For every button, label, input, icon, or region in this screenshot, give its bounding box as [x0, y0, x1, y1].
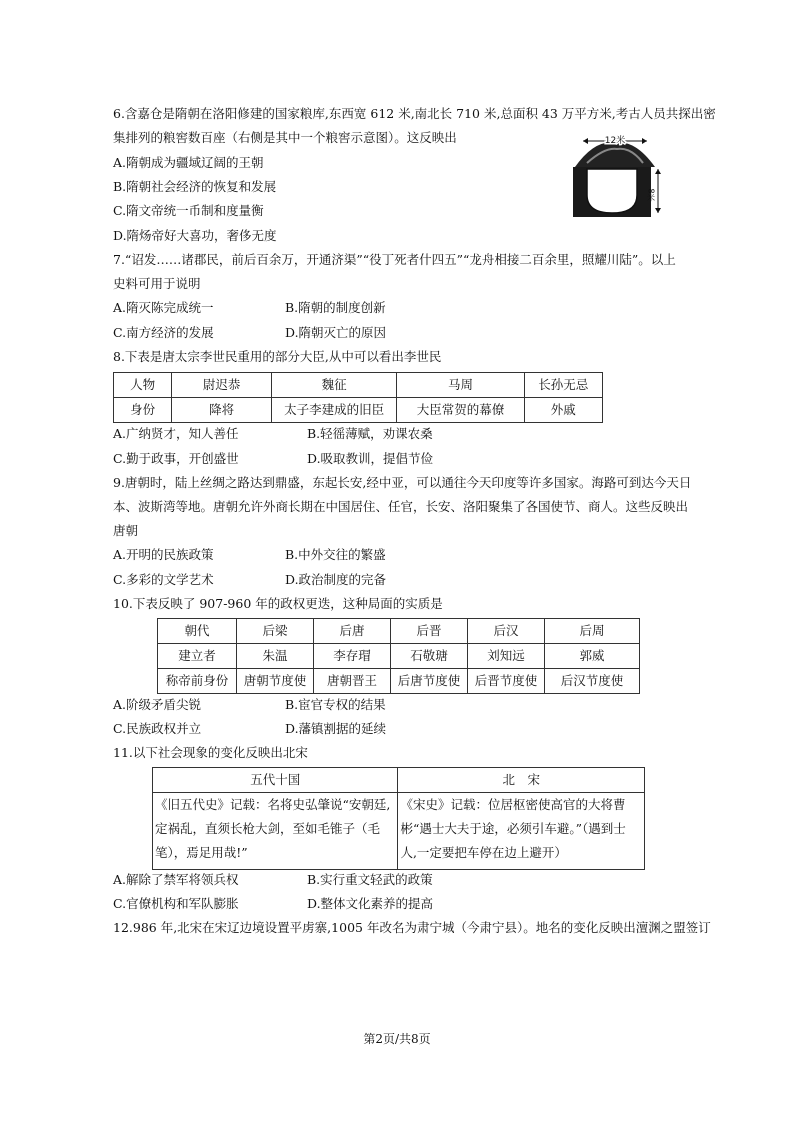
table-row	[153, 768, 645, 793]
q10-stem: 10.下表反映了 907-960 年的政权更迭，这种局面的实质是	[113, 596, 443, 611]
q11-option-c: C.官僚机构和军队膨胀	[113, 896, 239, 911]
q11-stem: 11.以下社会现象的变化反映出北宋	[113, 745, 308, 760]
table-header-cell: 五代十国	[153, 768, 398, 793]
q11-option-b: B.实行重文轻武的政策	[307, 872, 433, 887]
q6-option-c: C.隋文帝统一币制和度量衡	[113, 203, 264, 218]
table-cell: 后唐	[314, 619, 391, 644]
q10-option-c: C.民族政权并立	[113, 721, 202, 736]
table-row	[158, 669, 640, 694]
table-cell: 后汉节度使	[545, 669, 640, 694]
table-cell: 唐朝节度使	[237, 669, 314, 694]
table-cell: 人物	[114, 373, 172, 398]
table-cell: 尉迟恭	[172, 373, 272, 398]
q7-option-c: C.南方经济的发展	[113, 325, 214, 340]
q6-option-d: D.隋炀帝好大喜功，奢侈无度	[113, 228, 277, 243]
table-cell: 建立者	[158, 644, 237, 669]
q6-option-a: A.隋朝成为疆域辽阔的王朝	[113, 155, 264, 170]
table-cell: 李存瑁	[314, 644, 391, 669]
q11-table	[152, 767, 645, 870]
table-cell: 称帝前身份	[158, 669, 237, 694]
table-row	[158, 644, 640, 669]
q9-option-b: B.中外交往的繁盛	[285, 547, 386, 562]
table-cell: 《旧五代史》记载：名将史弘肇说“安朝廷,定祸乱，直须长枪大剑，至如毛锥子（毛笔），焉足用哉!”	[153, 793, 398, 870]
page-number: 第2页/共8页	[363, 1032, 431, 1046]
q7-option-d: D.隋朝灭亡的原因	[285, 325, 387, 340]
table-cell: 朝代	[158, 619, 237, 644]
table-cell: 后晋节度使	[468, 669, 545, 694]
table-cell: 朱温	[237, 644, 314, 669]
q11-option-a: A.解除了禁军将领兵权	[113, 872, 239, 887]
table-cell: 石敬瑭	[391, 644, 468, 669]
table-cell: 外戚	[524, 398, 602, 423]
q8-option-c: C.勤于政事，开创盛世	[113, 451, 239, 466]
table-cell: 后梁	[237, 619, 314, 644]
table-cell: 后唐节度使	[391, 669, 468, 694]
table-cell: 降将	[172, 398, 272, 423]
q10-option-b: B.宦官专权的结果	[285, 697, 386, 712]
q12-stem-line1: 12.986 年,北宋在宋辽边境设置平虏寨,1005 年改名为肃宁城（今肃宁县）。地名的变化反映出澶渊之盟签订	[113, 920, 711, 935]
table-cell: 《宋史》记载：位居枢密使高官的大将曹彬“遇士大夫于途，必须引车避。”（遇到士人,一定要把车停在边上避开）	[398, 793, 645, 870]
table-cell: 长孙无忌	[524, 373, 602, 398]
table-cell: 刘知远	[468, 644, 545, 669]
granary-depth-label: 8米	[646, 188, 656, 202]
granary-diagram	[565, 133, 665, 223]
q9-option-a: A.开明的民族政策	[113, 547, 214, 562]
table-row	[158, 619, 640, 644]
table-cell: 郭威	[545, 644, 640, 669]
q10-option-d: D.藩镇割据的延续	[285, 721, 387, 736]
table-cell: 后周	[545, 619, 640, 644]
q6-stem-line1: 6.含嘉仓是隋朝在洛阳修建的国家粮库,东西宽 612 米,南北长 710 米,总面积 43 万平方米,考古人员共探出密	[113, 106, 716, 121]
granary-width-label: 12米	[604, 136, 626, 146]
table-header-cell: 北 宋	[398, 768, 645, 793]
table-cell: 马周	[397, 373, 524, 398]
q8-option-d: D.吸取教训，提倡节俭	[307, 451, 434, 466]
q9-stem-line2: 本、波斯湾等地。唐朝允许外商长期在中国居住、任官，长安、洛阳聚集了各国使节、商人。这些反映出	[113, 499, 689, 514]
q10-option-a: A.阶级矛盾尖锐	[113, 697, 202, 712]
q9-option-d: D.政治制度的完备	[285, 572, 387, 587]
table-cell: 后汉	[468, 619, 545, 644]
table-cell: 身份	[114, 398, 172, 423]
table-row	[114, 373, 603, 398]
q8-option-b: B.轻徭薄赋，劝课农桑	[307, 426, 433, 441]
q9-stem-line1: 9.唐朝时，陆上丝绸之路达到鼎盛，东起长安,经中亚，可以通往今天印度等许多国家。海路可到达今天日	[113, 475, 692, 490]
q8-table	[113, 372, 603, 423]
table-row	[114, 398, 603, 423]
q7-option-b: B.隋朝的制度创新	[285, 300, 386, 315]
q9-stem-line3: 唐朝	[113, 523, 139, 538]
table-cell: 唐朝晋王	[314, 669, 391, 694]
q10-table	[157, 618, 640, 694]
table-cell: 后晋	[391, 619, 468, 644]
q6-stem-line2: 集排列的粮窖数百座（右侧是其中一个粮窖示意图）。这反映出	[113, 130, 457, 145]
q7-stem-line1: 7.“诏发……诸郡民，前后百余万，开通济渠”“役丁死者什四五”“龙舟相接二百余里，照耀川陆”。以上	[113, 252, 676, 267]
q7-stem-line2: 史料可用于说明	[113, 276, 201, 291]
table-cell: 太子李建成的旧臣	[271, 398, 396, 423]
q9-option-c: C.多彩的文学艺术	[113, 572, 214, 587]
q6-option-b: B.隋朝社会经济的恢复和发展	[113, 179, 277, 194]
q8-stem: 8.下表是唐太宗李世民重用的部分大臣,从中可以看出李世民	[113, 349, 442, 364]
q8-option-a: A.广纳贤才，知人善任	[113, 426, 239, 441]
table-cell: 大臣常贺的幕僚	[397, 398, 524, 423]
q7-option-a: A.隋灭陈完成统一	[113, 300, 214, 315]
table-row	[153, 793, 645, 870]
q11-option-d: D.整体文化素养的提高	[307, 896, 434, 911]
table-cell: 魏征	[271, 373, 396, 398]
